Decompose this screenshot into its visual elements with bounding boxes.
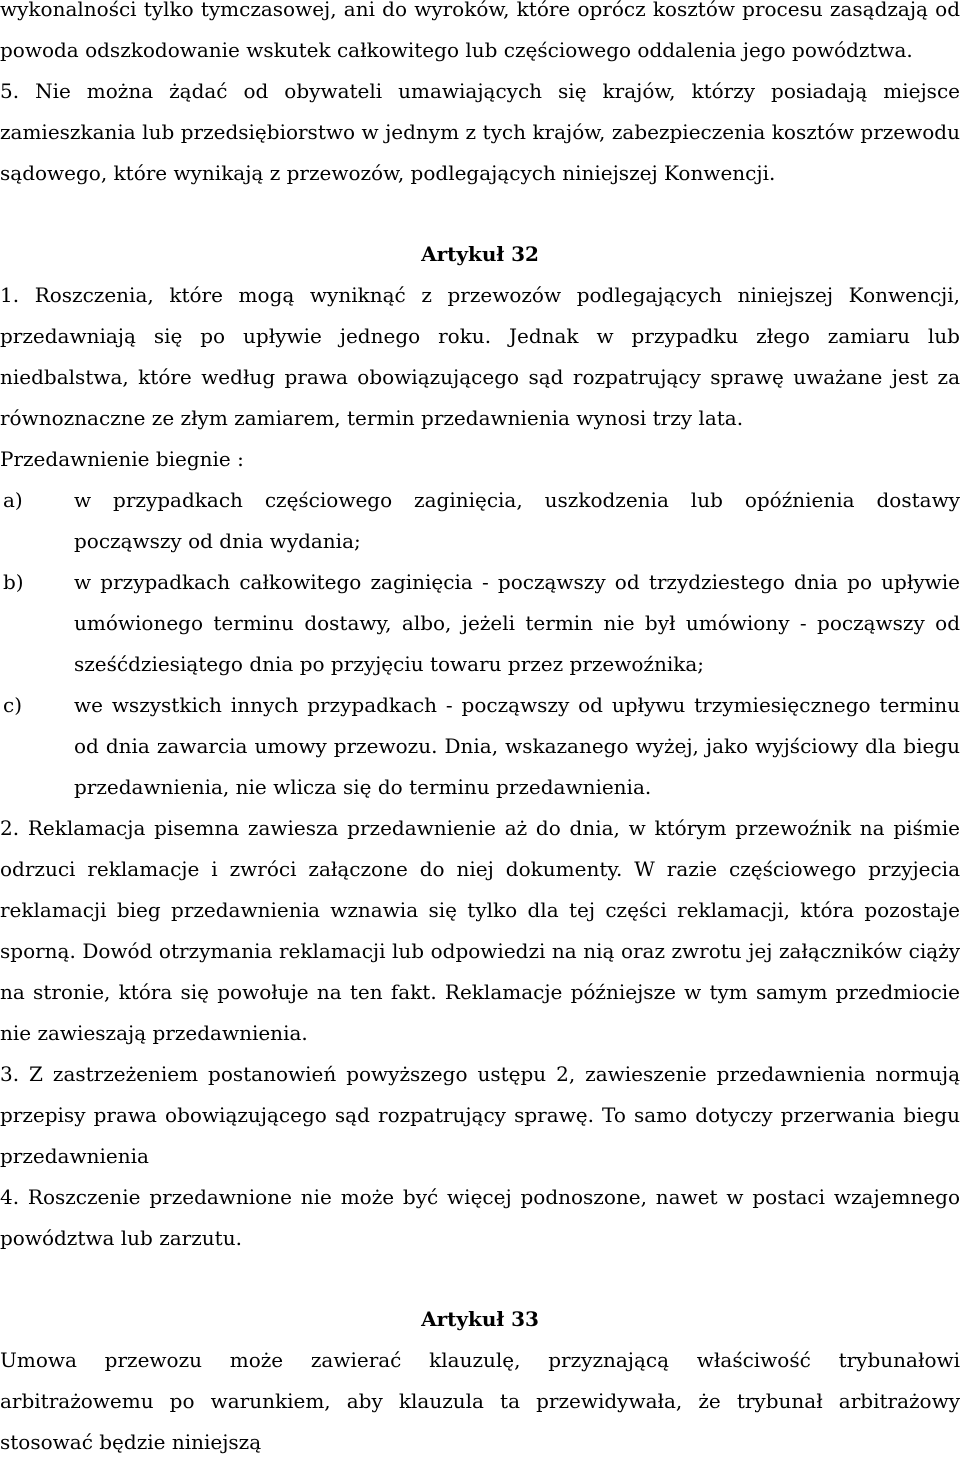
list-item [0, 562, 960, 685]
spacer [0, 1259, 960, 1299]
list-item [0, 480, 960, 562]
art33-paragraph-1-start: Umowa przewozu może zawierać klauzulę, przyznającą właściwość trybunałowi arbitrażowemu po warunkiem, aby klauzula ta przewidywała, że trybunał arbitrażowy stosować będzie niniejszą [0, 1348, 960, 1454]
article-32-title: Artykuł 32 [421, 242, 539, 266]
art32-list [0, 480, 960, 808]
art32-paragraph-2: 2. Reklamacja pisemna zawiesza przedawnienie aż do dnia, w którym przewoźnik na piśmie odrzuci reklamacje i zwróci załączone do niej dokumenty. W razie częściowego przyjecia reklamacji bieg przedawnienia wznawia się tylko dla tej części reklamacji, która pozostaje sporną. Dowód otrzymania reklamacji lub odpowiedzi na nią oraz zwrotu jej załączników ciąży na stronie, która się powołuje na ten fakt. Reklamacje późniejsze w tym samym przedmiocie nie zawieszają przedawnienia. [0, 816, 960, 1045]
art32-paragraph-3: 3. Z zastrzeżeniem postanowień powyższego ustępu 2, zawieszenie przedawnienia normują przepisy prawa obowiązującego sąd rozpatrujący sprawę. To samo dotyczy przerwania biegu przedawnienia [0, 1062, 960, 1168]
list-item-text: we wszystkich innych przypadkach - począwszy od upływu trzymiesięcznego terminu od dnia zawarcia umowy przewozu. Dnia, wskazanego wyżej, jako wyjściowy dla biegu przedawnienia, nie wlicza się do terminu przedawnienia. [74, 693, 960, 799]
art31-paragraph-5: 5. Nie można żądać od obywateli umawiających się krajów, którzy posiadają miejsce zamieszkania lub przedsiębiorstwo w jednym z tych krajów, zabezpieczenia kosztów przewodu sądowego, które wynikają z przewozów, podlegających niniejszej Konwencji. [0, 79, 960, 185]
list-marker: a) [3, 488, 23, 512]
art32-paragraph-1: 1. Roszczenia, które mogą wyniknąć z przewozów podlegających niniejszej Konwencji, przedawniają się po upływie jednego roku. Jednak w przypadku złego zamiaru lub niedbalstwa, które według prawa obowiązującego sąd rozpatrujący sprawę uważane jest za równoznaczne ze złym zamiarem, termin przedawnienia wynosi trzy lata. [0, 283, 960, 430]
article-33-title: Artykuł 33 [421, 1307, 539, 1331]
art32-list-intro: Przedawnienie biegnie : [0, 447, 244, 471]
spacer [0, 194, 960, 234]
list-marker: c) [3, 693, 23, 717]
list-item-text: w przypadkach całkowitego zaginięcia - począwszy od trzydziestego dnia po upływie umówionego terminu dostawy, albo, jeżeli termin nie był umówiony - począwszy od sześćdziesiątego dnia po przyjęciu towaru przez przewoźnika; [74, 570, 960, 676]
art32-paragraph-4: 4. Roszczenie przedawnione nie może być więcej podnoszone, nawet w postaci wzajemnego powództwa lub zarzutu. [0, 1185, 960, 1250]
list-item-text: w przypadkach częściowego zaginięcia, uszkodzenia lub opóźnienia dostawy począwszy od dnia wydania; [74, 488, 960, 553]
art31-paragraph-4-end: wykonalności tylko tymczasowej, ani do wyroków, które oprócz kosztów procesu zasądzają od powoda odszkodowanie wskutek całkowitego lub częściowego oddalenia jego powództwa. [0, 0, 960, 62]
list-item [0, 685, 960, 808]
list-marker: b) [3, 570, 24, 594]
